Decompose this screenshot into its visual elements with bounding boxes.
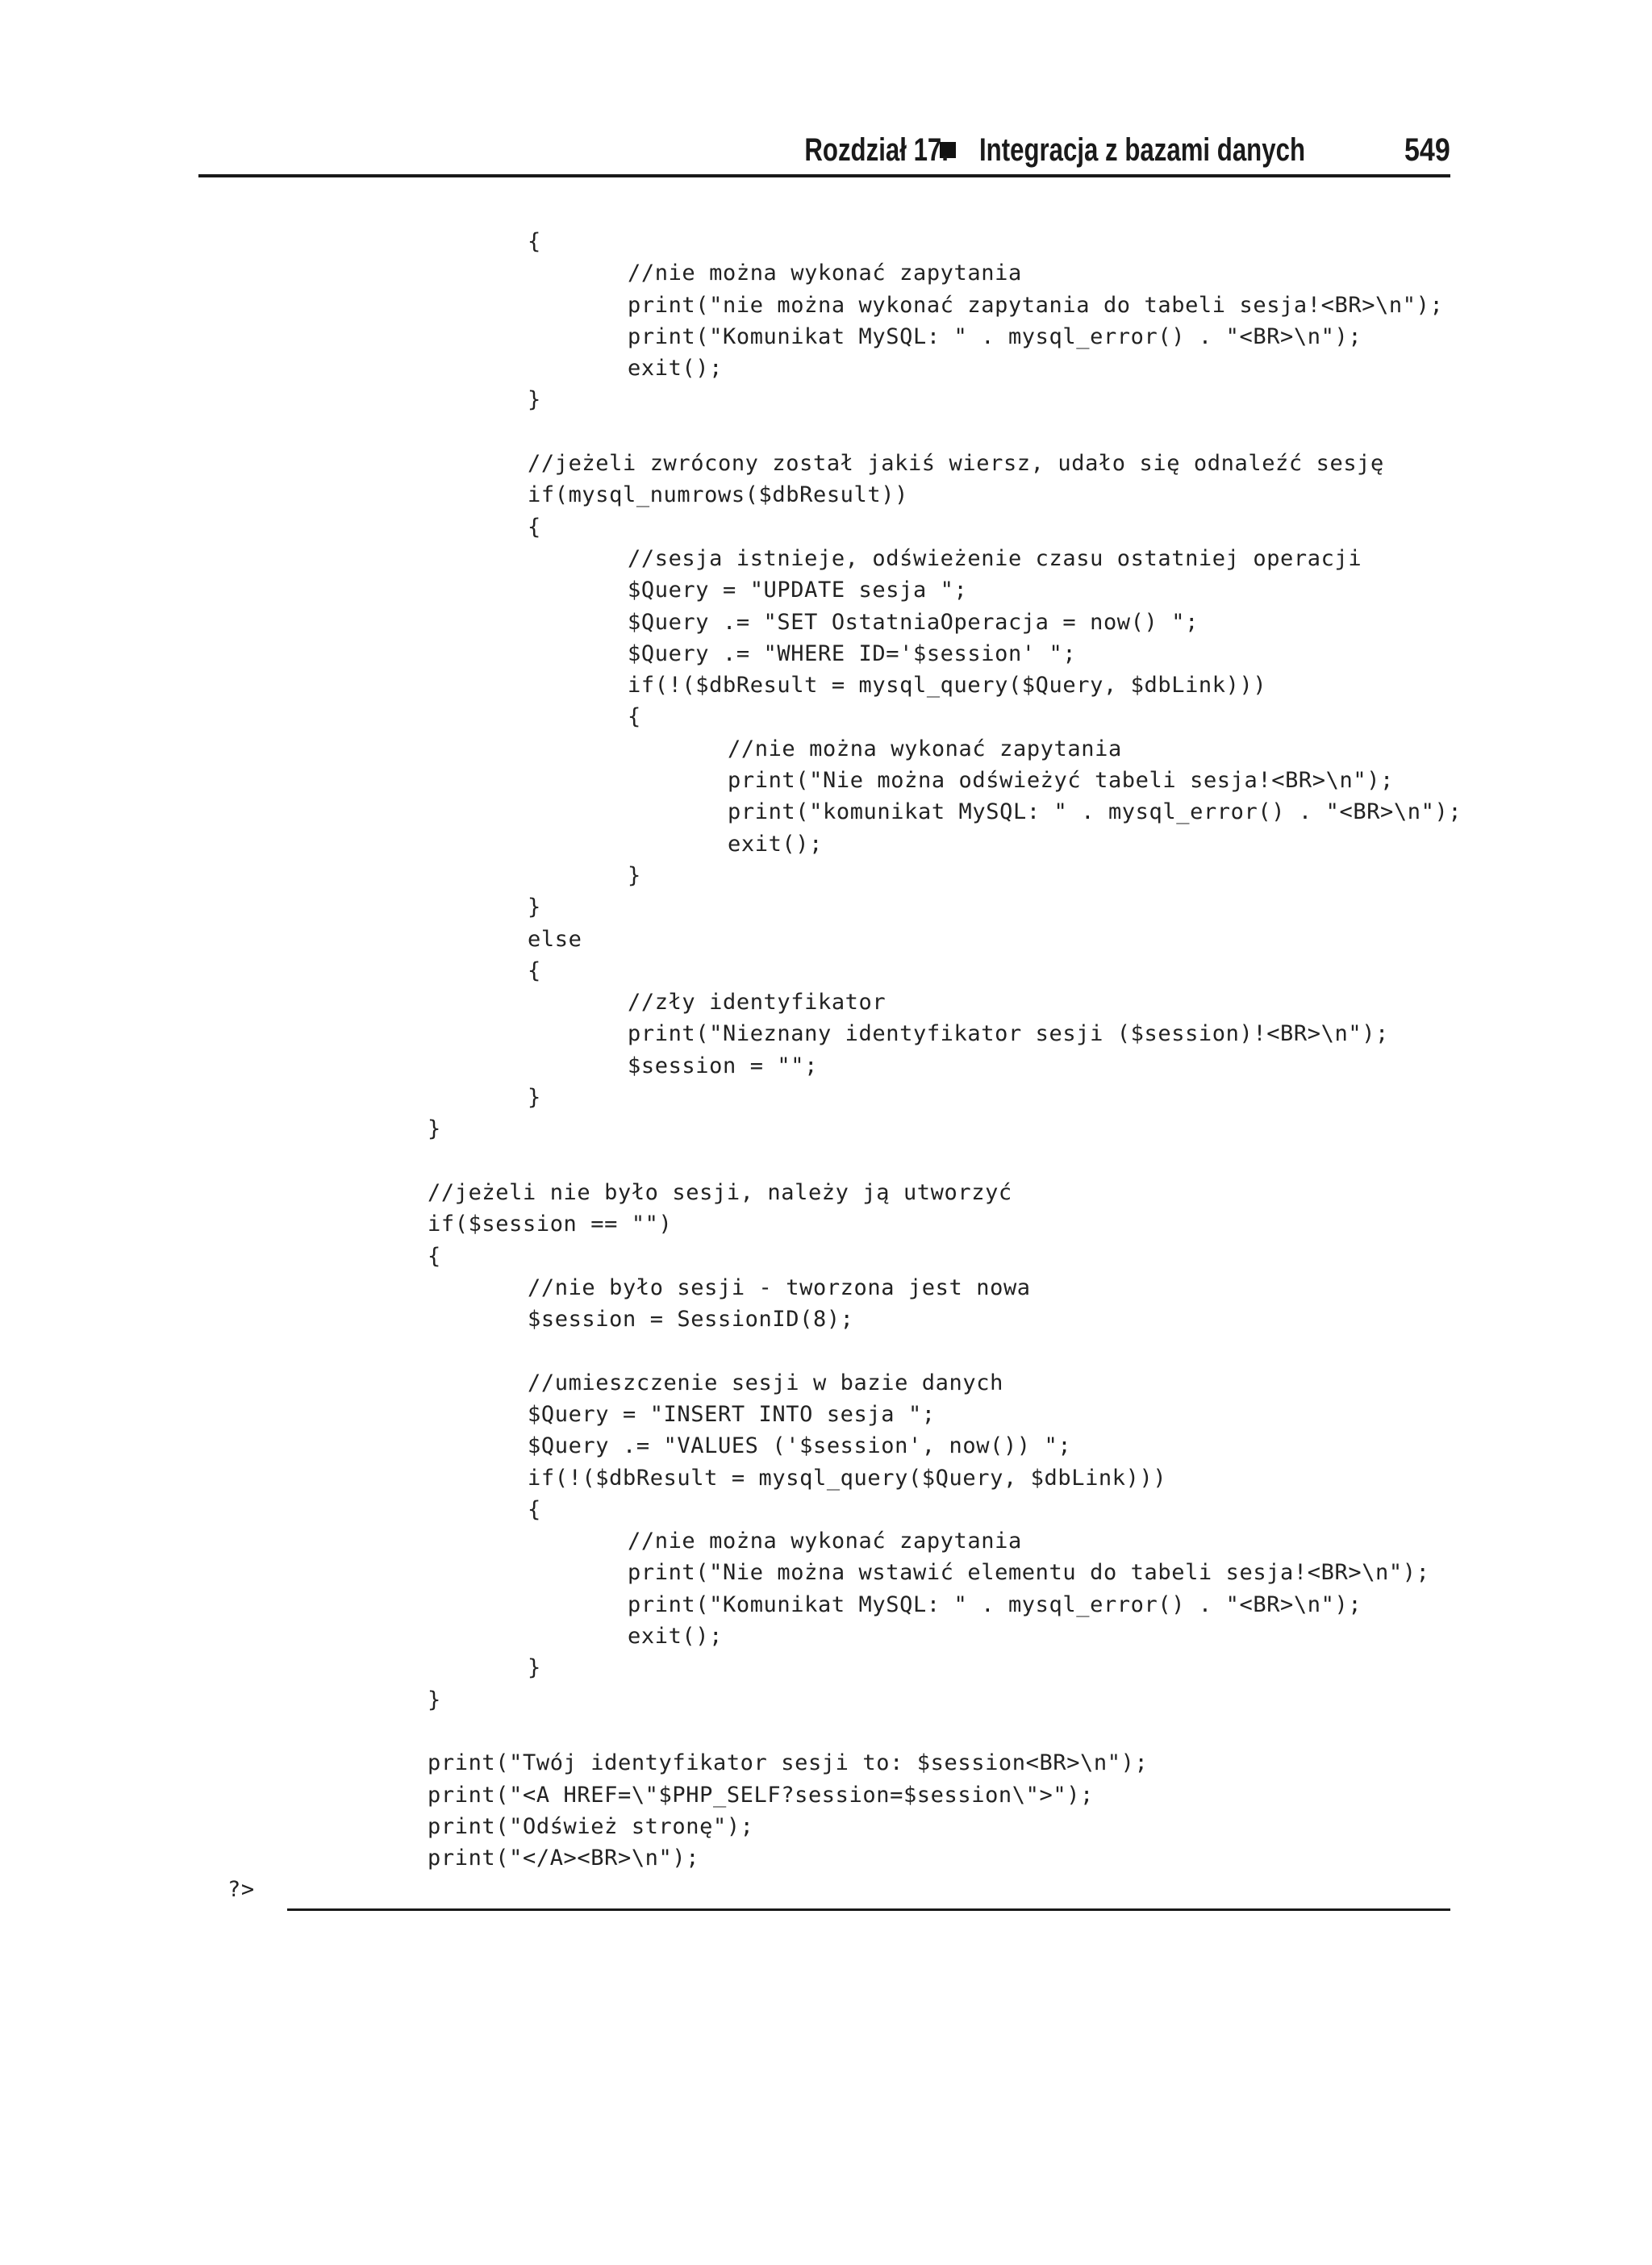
code-line: //jeżeli nie było sesji, należy ją utworzyć xyxy=(428,1179,1012,1205)
code-line: } xyxy=(528,1085,541,1111)
code-line xyxy=(327,1716,1462,1747)
code-line: $Query .= "WHERE ID='$session' "; xyxy=(628,640,1077,666)
code-line: exit(); xyxy=(628,356,723,382)
code-line: //sesja istnieje, odświeżenie czasu ostatniej operacji xyxy=(628,545,1362,571)
code-line: exit(); xyxy=(728,831,823,857)
code-line: } xyxy=(628,862,641,888)
code-line: { xyxy=(428,1243,441,1269)
code-line: print("komunikat MySQL: " . mysql_error() . "<BR>\n"); xyxy=(728,799,1462,825)
chapter-label: Rozdział 17. xyxy=(804,132,949,169)
chapter-title: Integracja z bazami danych xyxy=(979,132,1306,169)
code-line: if(!($dbResult = mysql_query($Query, $dbLink))) xyxy=(528,1465,1167,1491)
code-line: print("Nie można wstawić elementu do tabeli sesja!<BR>\n"); xyxy=(628,1560,1430,1586)
code-line: { xyxy=(628,704,641,730)
code-line: { xyxy=(528,514,541,540)
code-line: //nie było sesji - tworzona jest nowa xyxy=(528,1274,1031,1300)
listing-end-rule xyxy=(287,1908,1450,1911)
code-line: if(!($dbResult = mysql_query($Query, $dbLink))) xyxy=(628,673,1267,699)
code-line: $session = SessionID(8); xyxy=(528,1307,854,1333)
code-line: //zły identyfikator xyxy=(628,990,886,1016)
code-line: print("Twój identyfikator sesji to: $session<BR>\n"); xyxy=(428,1750,1149,1776)
code-line: //nie można wykonać zapytania xyxy=(628,261,1022,286)
code-listing xyxy=(227,226,1462,1906)
code-line: //umieszczenie sesji w bazie danych xyxy=(528,1370,1003,1395)
code-line: $Query .= "VALUES ('$session', now()) "; xyxy=(528,1433,1072,1459)
code-line: { xyxy=(528,229,541,254)
code-line: $Query = "UPDATE sesja "; xyxy=(628,578,968,603)
code-line: } xyxy=(428,1687,441,1712)
code-line: ?> xyxy=(227,1877,255,1903)
code-line xyxy=(327,1145,1462,1177)
code-line: exit(); xyxy=(628,1624,723,1650)
code-line: { xyxy=(528,957,541,983)
code-line: print("Nie można odświeżyć tabeli sesja!<BR>\n"); xyxy=(728,768,1394,794)
code-line: print("Komunikat MySQL: " . mysql_error() . "<BR>\n"); xyxy=(628,323,1362,349)
code-line: } xyxy=(528,387,541,413)
code-line: } xyxy=(528,895,541,920)
code-line: $Query .= "SET OstatniaOperacja = now() "; xyxy=(628,609,1199,635)
code-line: print("Komunikat MySQL: " . mysql_error() . "<BR>\n"); xyxy=(628,1591,1362,1617)
code-line: //nie można wykonać zapytania xyxy=(728,736,1122,761)
code-line: $session = ""; xyxy=(628,1053,818,1078)
code-line: //jeżeli zwrócony został jakiś wiersz, udało się odnaleźć sesję xyxy=(528,451,1384,477)
code-line xyxy=(327,1335,1462,1366)
code-line: print("</A><BR>\n"); xyxy=(428,1846,700,1871)
header-rule xyxy=(198,174,1450,177)
page-header xyxy=(198,126,1450,171)
code-line: print("Nieznany identyfikator sesji ($session)!<BR>\n"); xyxy=(628,1021,1389,1047)
code-line: $Query = "INSERT INTO sesja "; xyxy=(528,1401,936,1427)
code-line: print("<A HREF=\"$PHP_SELF?session=$session\">"); xyxy=(428,1782,1094,1808)
code-line: { xyxy=(528,1496,541,1522)
code-line: print("nie można wykonać zapytania do tabeli sesja!<BR>\n"); xyxy=(628,292,1444,318)
code-line: if($session == "") xyxy=(428,1212,673,1237)
code-line: //nie można wykonać zapytania xyxy=(628,1529,1022,1554)
code-line: } xyxy=(428,1116,441,1142)
code-line: } xyxy=(528,1655,541,1681)
code-line: print("Odśwież stronę"); xyxy=(428,1813,754,1839)
code-line: else xyxy=(528,926,582,952)
code-line: if(mysql_numrows($dbResult)) xyxy=(528,482,908,508)
page-number: 549 xyxy=(1404,132,1450,169)
code-line xyxy=(327,416,1462,448)
